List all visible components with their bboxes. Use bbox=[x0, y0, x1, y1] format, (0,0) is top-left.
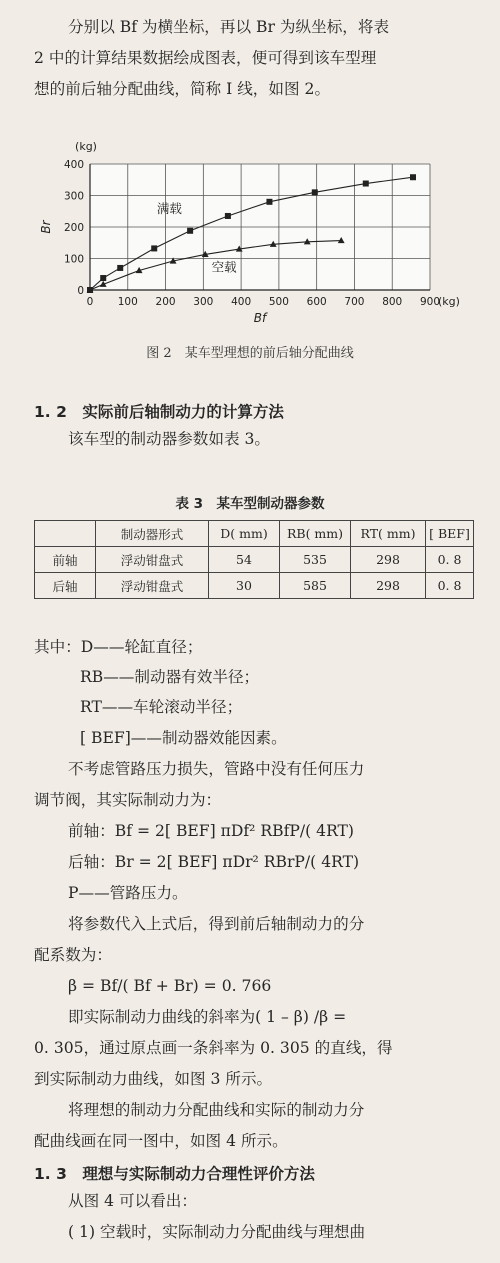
coeff-para-line-2: 配系数为： bbox=[34, 946, 112, 964]
table-row bbox=[35, 573, 474, 599]
formula-pressure-def: P——管路压力。 bbox=[68, 884, 188, 902]
data-point bbox=[410, 174, 416, 180]
section-1-3-heading: 1. 3 理想与实际制动力合理性评价方法 bbox=[34, 1165, 315, 1183]
x-tick-label: 0 bbox=[86, 296, 94, 308]
y-axis-unit: (kg) bbox=[75, 140, 97, 153]
table-cell: 535 bbox=[280, 547, 351, 573]
series-label-empty-load: 空载 bbox=[211, 259, 237, 275]
x-tick-label: 600 bbox=[306, 296, 327, 308]
definition-bef: [ BEF]——制动器效能因素。 bbox=[80, 729, 287, 747]
table-header-cell: RB( mm) bbox=[280, 521, 351, 547]
table-header-cell: RT( mm) bbox=[351, 521, 426, 547]
data-point bbox=[266, 199, 272, 205]
data-point bbox=[117, 265, 123, 271]
table-header-cell: 制动器形式 bbox=[96, 521, 209, 547]
series-label-full-load: 满载 bbox=[156, 200, 182, 216]
beta-formula: β = Bf/( Bf + Br) = 0. 766 bbox=[68, 977, 272, 995]
table-cell: 浮动钳盘式 bbox=[96, 573, 209, 599]
intro-line-1: 分别以 Bf 为横坐标，再以 Br 为纵坐标，将表 bbox=[68, 18, 390, 36]
y-tick-label: 300 bbox=[63, 190, 84, 203]
table-header-cell: [ BEF] bbox=[426, 521, 474, 547]
formula-rear-axle: 后轴：Br = 2[ BEF] πDr² RBrP/( 4RT) bbox=[68, 853, 360, 871]
table-3-caption: 表 3 某车型制动器参数 bbox=[175, 496, 325, 512]
intro-line-3: 想的前后轴分配曲线，简称 I 线，如图 2。 bbox=[34, 80, 331, 98]
slope-para-line-3: 到实际制动力曲线，如图 3 所示。 bbox=[34, 1070, 273, 1088]
table-3-brake-parameters bbox=[34, 520, 474, 599]
data-point bbox=[151, 245, 157, 251]
table-header-cell: D( mm) bbox=[209, 521, 280, 547]
formula-front-axle: 前轴：Bf = 2[ BEF] πDf² RBfP/( 4RT) bbox=[68, 822, 355, 840]
fig4-para-line-1: 将理想的制动力分配曲线和实际的制动力分 bbox=[68, 1101, 365, 1119]
x-tick-label: 200 bbox=[155, 296, 176, 308]
x-tick-label: 700 bbox=[344, 296, 365, 308]
section-1-3-line-1: 从图 4 可以看出： bbox=[68, 1192, 197, 1210]
fig4-para-line-2: 配曲线画在同一图中，如图 4 所示。 bbox=[34, 1132, 288, 1150]
table-cell: 前轴 bbox=[35, 547, 96, 573]
data-point bbox=[225, 213, 231, 219]
figure-2-caption: 图 2 某车型理想的前后轴分配曲线 bbox=[146, 346, 354, 361]
table-cell: 后轴 bbox=[35, 573, 96, 599]
table-cell: 54 bbox=[209, 547, 280, 573]
table-cell: 298 bbox=[351, 573, 426, 599]
section-1-2-intro: 该车型的制动器参数如表 3。 bbox=[68, 430, 271, 448]
x-tick-label: 400 bbox=[231, 296, 252, 308]
slope-para-line-2: 0. 305，通过原点画一条斜率为 0. 305 的直线，得 bbox=[34, 1039, 393, 1057]
slope-para-line-1: 即实际制动力曲线的斜率为( 1 – β) /β = bbox=[68, 1008, 347, 1026]
table-cell: 0. 8 bbox=[426, 573, 474, 599]
x-axis-unit: (kg) bbox=[438, 295, 460, 308]
table-cell: 浮动钳盘式 bbox=[96, 547, 209, 573]
table-row bbox=[35, 547, 474, 573]
definition-rb: RB——制动器有效半径； bbox=[80, 668, 260, 686]
x-tick-label: 900 bbox=[419, 296, 441, 308]
table-cell: 30 bbox=[209, 573, 280, 599]
table-header-cell bbox=[35, 521, 96, 547]
y-axis-label: Br bbox=[39, 220, 53, 234]
y-tick-label: 400 bbox=[63, 159, 84, 171]
definition-rt: RT——车轮滚动半径； bbox=[80, 698, 243, 716]
y-tick-label: 0 bbox=[77, 285, 84, 297]
definition-d: 其中：D——轮缸直径； bbox=[34, 638, 203, 656]
y-tick-label: 200 bbox=[63, 222, 84, 234]
section-1-2-heading: 1. 2 实际前后轴制动力的计算方法 bbox=[34, 403, 284, 421]
data-point bbox=[312, 189, 318, 195]
table-cell: 0. 8 bbox=[426, 547, 474, 573]
pressure-para-line-1: 不考虑管路压力损失，管路中没有任何压力 bbox=[68, 760, 365, 778]
data-point bbox=[100, 275, 106, 281]
x-tick-label: 800 bbox=[382, 296, 403, 308]
y-tick-label: 100 bbox=[63, 253, 84, 266]
intro-line-2: 2 中的计算结果数据绘成图表，便可得到该车型理 bbox=[34, 49, 377, 67]
x-tick-label: 300 bbox=[193, 296, 214, 308]
x-tick-label: 500 bbox=[268, 296, 289, 308]
figure-2-chart bbox=[26, 134, 466, 334]
x-axis-label: Bf bbox=[253, 311, 267, 325]
data-point bbox=[363, 181, 369, 187]
table-header-row bbox=[35, 521, 474, 547]
table-cell: 585 bbox=[280, 573, 351, 599]
table-cell: 298 bbox=[351, 547, 426, 573]
coeff-para-line-1: 将参数代入上式后，得到前后轴制动力的分 bbox=[68, 915, 365, 933]
x-tick-label: 100 bbox=[117, 296, 138, 308]
section-1-3-line-2: ( 1) 空载时，实际制动力分配曲线与理想曲 bbox=[68, 1223, 366, 1241]
data-point bbox=[187, 228, 193, 234]
pressure-para-line-2: 调节阀，其实际制动力为： bbox=[34, 791, 222, 809]
